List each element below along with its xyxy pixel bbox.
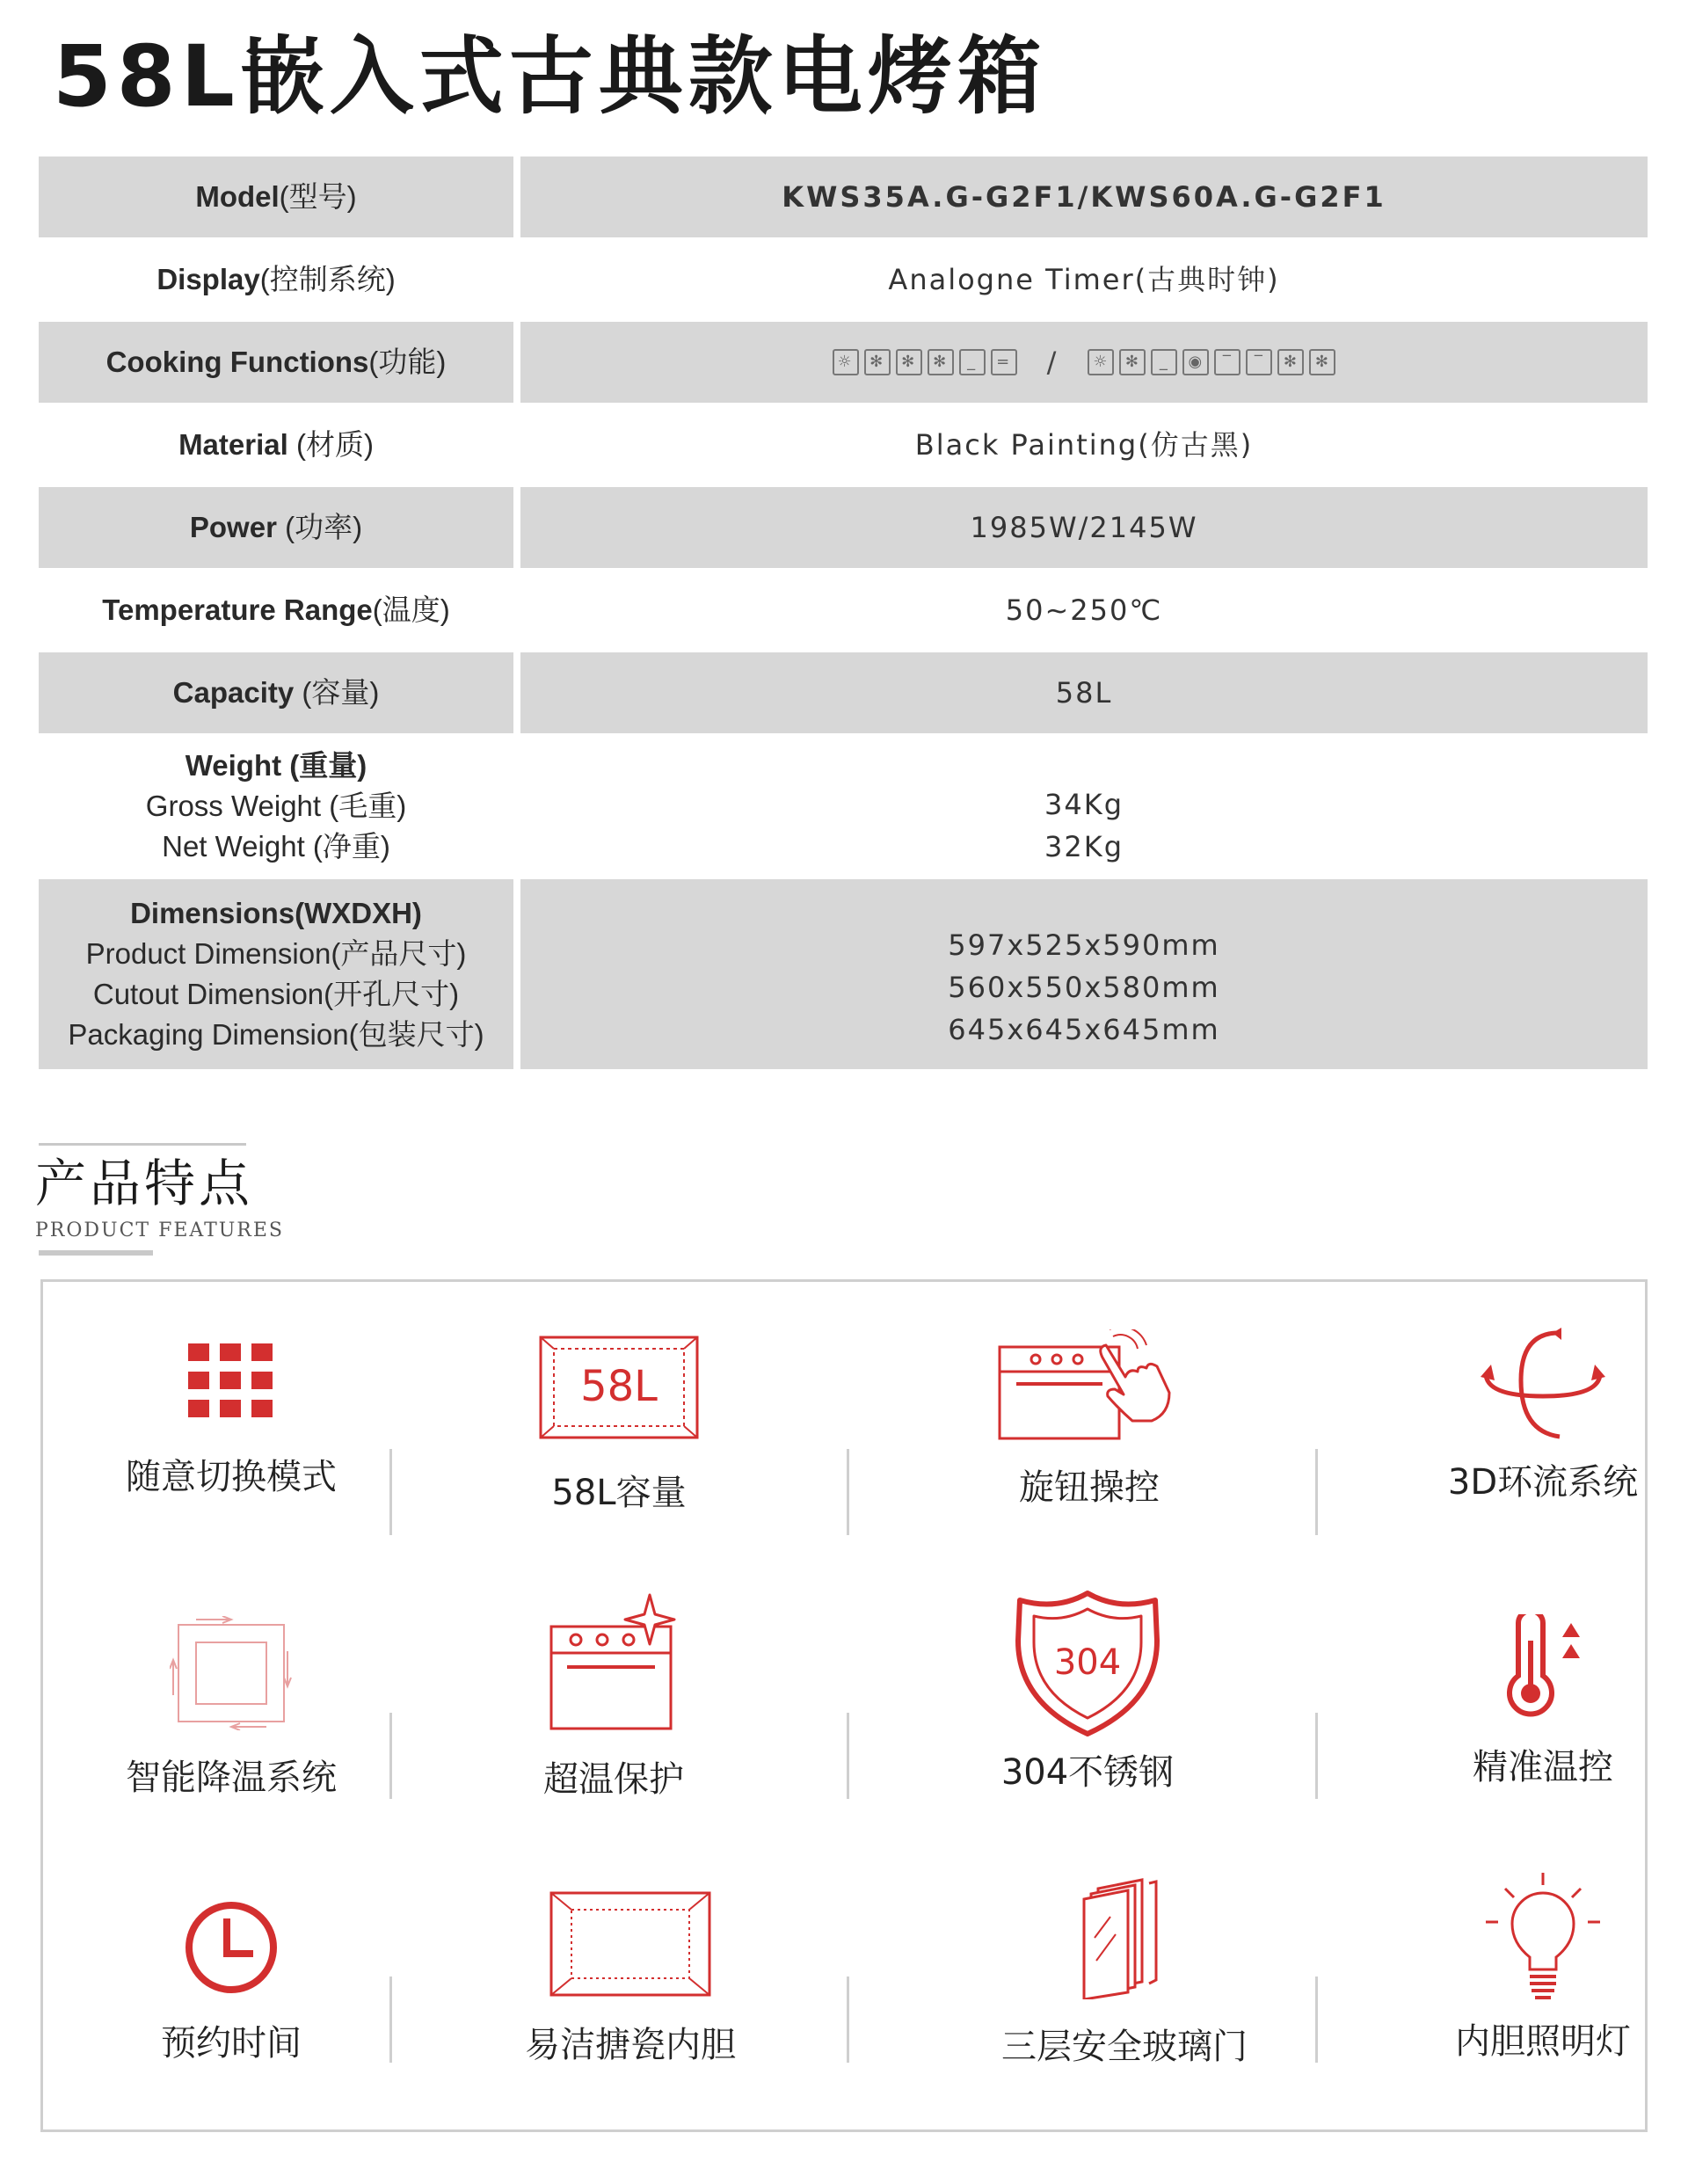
- cutout-dimension-label: Cutout Dimension(开孔尺寸): [92, 978, 460, 1010]
- shield-icon-text: 304: [1053, 1642, 1122, 1683]
- feature-timer: [64, 1899, 398, 2065]
- spec-label-en: Material: [178, 428, 288, 461]
- page-title: 58L嵌入式古典款电烤箱: [53, 27, 1047, 126]
- spec-value: 58L: [520, 652, 1648, 733]
- spec-value: 50~250℃: [1005, 593, 1163, 627]
- spec-label-cn: (功率): [276, 511, 363, 543]
- feature-label: 304不锈钢: [1000, 1752, 1175, 1793]
- grid-icon: [183, 1342, 280, 1430]
- dimensions-heading: Dimensions(WXDXH): [130, 897, 422, 929]
- spec-label-cn: (型号): [279, 180, 357, 213]
- spec-row-functions: [39, 322, 1648, 404]
- grill-mode-icon: ‾: [1214, 349, 1241, 375]
- divider: [847, 1977, 849, 2063]
- feature-oven-light: [1376, 1873, 1688, 2064]
- spec-label-cn: (功能): [368, 346, 447, 378]
- capacity-icon-text: 58L: [580, 1362, 658, 1411]
- spec-label-en: Display: [156, 263, 260, 295]
- section-rule-bottom: [39, 1250, 153, 1256]
- spec-value: KWS35A.G-G2F1/KWS60A.G-G2F1: [520, 157, 1648, 237]
- product-dimension-value: 597x525x590mm: [948, 928, 1220, 962]
- spec-row-display: [39, 239, 1648, 322]
- fan-heat-mode-icon: ✻: [928, 349, 954, 375]
- packaging-dimension-value: 645x645x645mm: [948, 1013, 1220, 1046]
- feature-label: 精准温控: [1473, 1747, 1613, 1787]
- packaging-dimension-label: Packaging Dimension(包装尺寸): [68, 1018, 484, 1051]
- light-mode-icon: ☼: [1088, 349, 1114, 375]
- feature-label: 智能降温系统: [126, 1758, 337, 1798]
- function-separator: /: [1046, 346, 1059, 379]
- knob-touch-icon: [997, 1329, 1182, 1440]
- thermometer-icon: [1499, 1614, 1587, 1720]
- section-title-en: PRODUCT FEATURES: [35, 1219, 285, 1241]
- fan-grill-mode-icon: ✻: [1277, 349, 1304, 375]
- cutout-dimension-value: 560x550x580mm: [948, 971, 1220, 1004]
- bulb-icon: [1477, 1873, 1609, 2005]
- spec-row-dimensions: [39, 879, 1648, 1071]
- shield-icon: [1013, 1588, 1162, 1737]
- spec-label-cn: (容量): [294, 676, 380, 709]
- feature-label: 三层安全玻璃门: [1001, 2027, 1248, 2067]
- feature-mode-switch: [64, 1342, 398, 1499]
- feature-overheat-protection: [447, 1591, 781, 1802]
- gross-weight-value: 34Kg: [1044, 788, 1124, 821]
- spec-value: Analogne Timer(古典时钟): [888, 263, 1280, 296]
- fan-mode-icon: ✻: [864, 349, 891, 375]
- fan-mode-icon: ✻: [1119, 349, 1146, 375]
- enamel-cavity-icon: [549, 1890, 712, 1998]
- product-dimension-label: Product Dimension(产品尺寸): [85, 937, 467, 970]
- spec-label-en: Model: [195, 180, 280, 213]
- spec-value: 1985W/2145W: [520, 487, 1648, 568]
- divider: [1315, 1977, 1318, 2063]
- feature-3d-airflow: [1376, 1328, 1688, 1504]
- clock-icon: [183, 1899, 280, 1996]
- feature-smart-cooling: [64, 1616, 398, 1800]
- cooling-icon: [170, 1616, 293, 1730]
- section-title-cn: 产品特点: [35, 1154, 254, 1213]
- function-icons: [520, 322, 1648, 403]
- net-weight-label: Net Weight (净重): [162, 830, 390, 863]
- spec-label-cn: (温度): [372, 593, 450, 626]
- feature-label: 易洁搪瓷内胆: [525, 2025, 736, 2065]
- divider: [847, 1449, 849, 1535]
- net-weight-value: 32Kg: [1044, 830, 1124, 863]
- defrost-mode-icon: ✻: [1309, 349, 1335, 375]
- divider: [1315, 1713, 1318, 1799]
- feature-precise-temp: [1376, 1614, 1688, 1789]
- glass-door-icon: [1080, 1876, 1168, 1999]
- gross-weight-label: Gross Weight (毛重): [145, 790, 407, 822]
- ring-fan-mode-icon: ◉: [1182, 349, 1209, 375]
- airflow-icon: [1468, 1328, 1618, 1442]
- spec-label-en: Cooking Functions: [106, 346, 369, 378]
- spec-label-en: Capacity: [172, 676, 295, 709]
- spec-row-material: [39, 404, 1648, 487]
- features-panel: [40, 1279, 1648, 2132]
- spec-row-temperature: [39, 570, 1648, 652]
- spec-row-weight: [39, 735, 1648, 879]
- weight-heading: Weight (重量): [185, 749, 367, 782]
- divider: [847, 1713, 849, 1799]
- spec-row-power: [39, 487, 1648, 570]
- feature-label: 旋钮操控: [1019, 1467, 1160, 1508]
- feature-label: 58L容量: [551, 1473, 687, 1513]
- feature-label: 内胆照明灯: [1455, 2021, 1631, 2062]
- spec-label-cn: (材质): [287, 428, 374, 461]
- top-bottom-heat-mode-icon: =: [991, 349, 1017, 375]
- spec-label-en: Power: [189, 511, 277, 543]
- divider: [1315, 1449, 1318, 1535]
- feature-knob-control: [922, 1329, 1256, 1510]
- overheat-oven-icon: [548, 1591, 680, 1732]
- capacity-box-icon: [538, 1335, 700, 1440]
- spec-label-en: Temperature Range: [102, 593, 373, 626]
- section-rule-top: [39, 1143, 246, 1146]
- spec-table: [39, 157, 1648, 1071]
- feature-capacity: [452, 1335, 786, 1515]
- spec-row-model: [39, 157, 1648, 239]
- feature-glass-door: [957, 1876, 1291, 2069]
- feature-label: 随意切换模式: [126, 1457, 337, 1497]
- double-grill-mode-icon: ‾: [1246, 349, 1272, 375]
- spec-row-capacity: [39, 652, 1648, 735]
- light-mode-icon: ☼: [833, 349, 859, 375]
- spec-label-cn: (控制系统): [259, 263, 396, 295]
- bottom-heat-mode-icon: _: [959, 349, 986, 375]
- feature-label: 超温保护: [543, 1759, 684, 1800]
- spec-value: Black Painting(仿古黑): [914, 428, 1254, 462]
- feature-label: 3D环流系统: [1447, 1462, 1639, 1503]
- feature-304-stainless: [920, 1588, 1255, 1795]
- bottom-heat-mode-icon: _: [1151, 349, 1177, 375]
- fan-grill-mode-icon: ✻: [896, 349, 922, 375]
- feature-enamel-cavity: [463, 1890, 797, 2067]
- features-section-header: [35, 1143, 284, 1256]
- feature-label: 预约时间: [161, 2023, 302, 2064]
